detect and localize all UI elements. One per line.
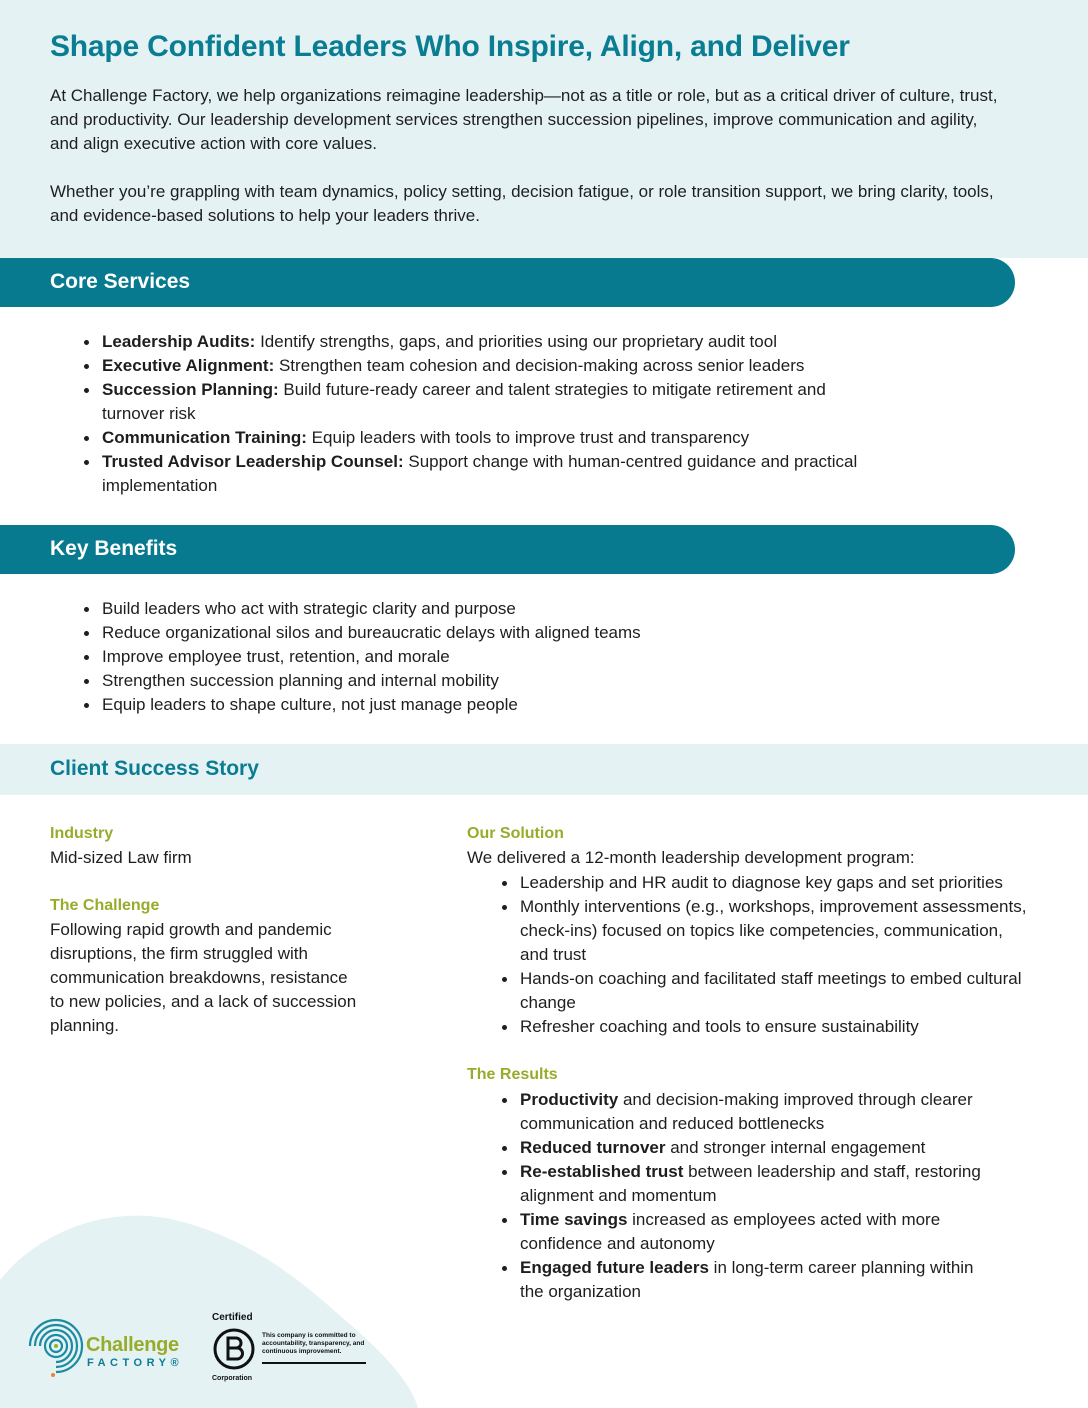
item-term: Executive Alignment:: [102, 356, 275, 375]
list-item: Reduce organizational silos and bureaucratic delays with aligned teams: [82, 621, 882, 645]
list-item: Build leaders who act with strategic clarity and purpose: [82, 597, 882, 621]
item-text: increased as employees acted with more confidence and autonomy: [520, 1210, 941, 1253]
item-text: Support change with human-centred guidance and practical implementation: [102, 452, 858, 495]
results-label: The Results: [467, 1066, 558, 1083]
industry-value: Mid-sized Law firm: [50, 848, 192, 867]
list-item: [500, 1208, 1000, 1256]
item-term: Reduced turnover: [520, 1138, 666, 1157]
list-item: [82, 330, 872, 354]
intro-paragraph-2: Whether you’re grappling with team dynamics, policy setting, decision fatigue, or role transition support, we bring clarity, tools, and evidence-based solutions to help your leaders thrive.: [50, 182, 994, 225]
core-services-list: [82, 330, 872, 498]
challenge-text: Following rapid growth and pandemic disruptions, the firm struggled with communication breakdowns, resistance to new policies, and a lack of succession planning.: [50, 920, 357, 1035]
item-text: and stronger internal engagement: [665, 1138, 926, 1157]
item-term: Trusted Advisor Leadership Counsel:: [102, 452, 404, 471]
list-item: [82, 450, 872, 498]
b-corp-mission: This company is committed to accountability, transparency, and continuous improvement.: [262, 1332, 365, 1355]
b-corp-corporation: Corporation: [212, 1375, 253, 1382]
logo-sub-text: FACTORY: [87, 1357, 171, 1369]
core-services-heading: Core Services: [50, 270, 191, 293]
solution-list: [500, 871, 1028, 1039]
list-item: [82, 378, 872, 426]
key-benefits-band: [0, 525, 1015, 574]
item-term: Engaged future leaders: [520, 1258, 709, 1277]
list-item: Strengthen succession planning and internal mobility: [82, 669, 882, 693]
success-story-band: [0, 744, 1088, 795]
list-item: [500, 1256, 1000, 1304]
solution-label: Our Solution: [467, 825, 564, 842]
key-benefits-heading: Key Benefits: [50, 537, 178, 560]
list-item: Improve employee trust, retention, and morale: [82, 645, 882, 669]
solution-intro: We delivered a 12-month leadership development program:: [467, 848, 915, 867]
list-item: Monthly interventions (e.g., workshops, improvement assessments, check-ins) focused on topics like competencies, communication, and trust: [500, 895, 1028, 967]
list-item: Leadership and HR audit to diagnose key gaps and set priorities: [500, 871, 1028, 895]
list-item: Refresher coaching and tools to ensure sustainability: [500, 1015, 1028, 1039]
logo-mark: ®: [170, 1357, 184, 1369]
success-story-heading: Client Success Story: [50, 757, 259, 780]
logo-name: Challenge: [86, 1334, 179, 1356]
b-corp-logo-icon: [212, 1327, 256, 1371]
item-text: Identify strengths, gaps, and priorities using our proprietary audit tool: [255, 332, 777, 351]
results-list: [500, 1088, 1000, 1304]
b-corp-certified: Certified: [212, 1312, 253, 1323]
b-corp-badge: [212, 1312, 372, 1384]
item-text: Strengthen team cohesion and decision-making across senior leaders: [274, 356, 805, 375]
item-text: and decision-making improved through clearer communication and reduced bottlenecks: [520, 1090, 973, 1133]
list-item: [500, 1160, 1000, 1208]
item-text: Equip leaders with tools to improve trust and transparency: [306, 428, 750, 447]
logo-subtitle: [87, 1357, 183, 1369]
key-benefits-list: [82, 597, 882, 717]
item-term: Succession Planning:: [102, 380, 279, 399]
item-term: Re-established trust: [520, 1162, 684, 1181]
page-title: Shape Confident Leaders Who Inspire, Align, and Deliver: [50, 30, 850, 63]
item-text: between leadership and staff, restoring alignment and momentum: [520, 1162, 981, 1205]
list-item: Hands-on coaching and facilitated staff meetings to embed cultural change: [500, 967, 1028, 1015]
list-item: [500, 1136, 1000, 1160]
list-item: [500, 1088, 1000, 1136]
intro-paragraph-1: At Challenge Factory, we help organizations reimagine leadership—not as a title or role, but as a critical driver of culture, trust, and productivity. Our leadership development services strengthen succession pipelines, improve communication and agility, and align executive action with core values.: [50, 86, 998, 153]
challenge-label: The Challenge: [50, 897, 160, 914]
item-term: Leadership Audits:: [102, 332, 256, 351]
intro-section: [0, 0, 1088, 258]
core-services-band: [0, 258, 1015, 307]
list-item: [82, 354, 872, 378]
list-item: [82, 426, 872, 450]
item-term: Productivity: [520, 1090, 619, 1109]
item-term: Communication Training:: [102, 428, 307, 447]
item-text: Build future-ready career and talent strategies to mitigate retirement and turnover risk: [102, 380, 826, 423]
item-term: Time savings: [520, 1210, 628, 1229]
b-corp-rule: [262, 1362, 366, 1364]
industry-label: Industry: [50, 825, 114, 842]
item-text: in long-term career planning within the organization: [520, 1258, 974, 1301]
list-item: Equip leaders to shape culture, not just manage people: [82, 693, 882, 717]
